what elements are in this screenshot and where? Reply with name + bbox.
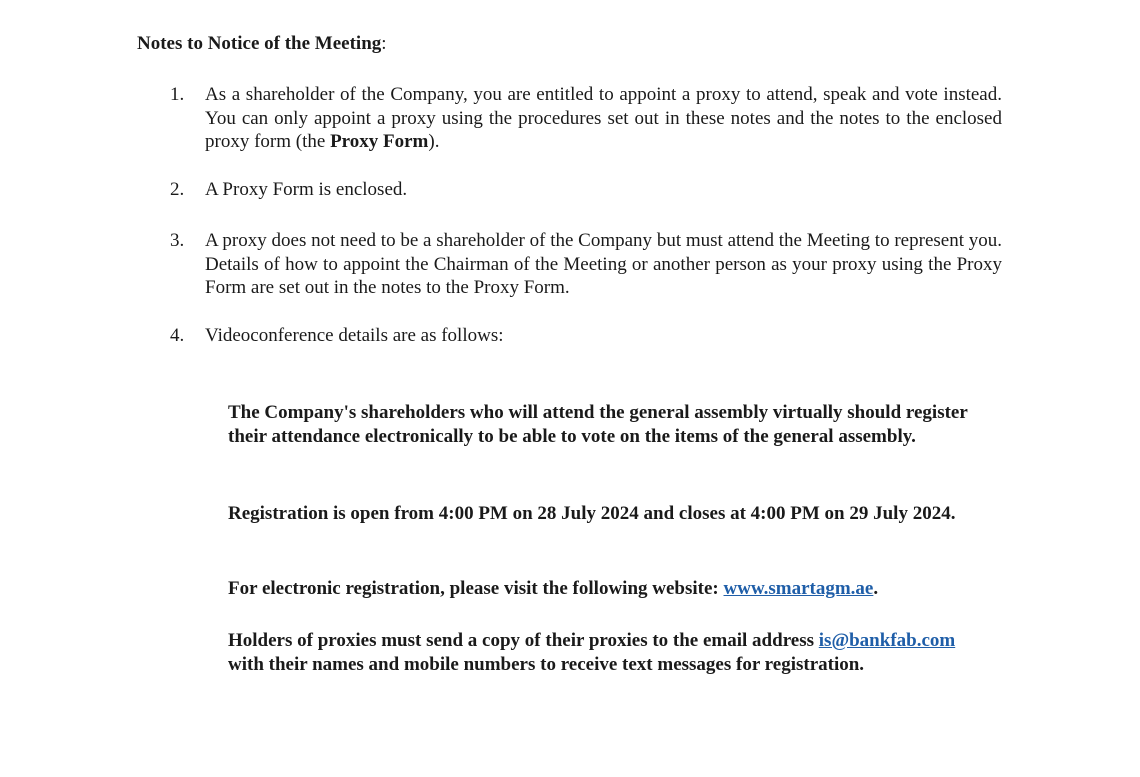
note-number: 4. bbox=[170, 325, 185, 346]
proxy-form-term: Proxy Form bbox=[330, 131, 429, 152]
note-2 bbox=[170, 178, 1010, 202]
registration-window-paragraph: Registration is open from 4:00 PM on 28 July 2024 and closes at 4:00 PM on 29 July 2024. bbox=[228, 503, 956, 524]
virtual-attendance-paragraph: The Company's shareholders who will attend the general assembly virtually should register their attendance electronically to be able to vote on the items of the general assembly. bbox=[228, 402, 968, 447]
email-link[interactable]: is@bankfab.com bbox=[818, 630, 956, 651]
registration-text-end: . bbox=[873, 578, 879, 599]
note-text: Videoconference details are as follows: bbox=[205, 325, 504, 346]
notes-heading-title: Notes to Notice of the Meeting bbox=[137, 33, 382, 54]
notes-heading bbox=[137, 32, 387, 56]
note-1-text-after: ). bbox=[428, 131, 440, 152]
note-1-text-before: As a shareholder of the Company, you are entitled to appoint a proxy to attend, speak and vote instead. You can only appoint a proxy using the procedures set out in these notes and the notes to the enclosed proxy form (the bbox=[205, 84, 1002, 152]
notes-heading-colon: : bbox=[381, 33, 387, 54]
proxy-holders-paragraph bbox=[228, 629, 988, 677]
note-1 bbox=[170, 83, 1010, 154]
note-number: 3. bbox=[170, 230, 185, 251]
note-text: A Proxy Form is enclosed. bbox=[205, 179, 408, 200]
proxy-holders-text: Holders of proxies must send a copy of their proxies to the email address bbox=[228, 630, 819, 651]
note-text: A proxy does not need to be a shareholder of the Company but must attend the Meeting to represent you. Details of how to appoint the Chairman of the Meeting or another person as your proxy using the Proxy Form are set out in the notes to the Proxy Form. bbox=[205, 230, 1002, 298]
note-number: 1. bbox=[170, 84, 185, 105]
electronic-registration-paragraph bbox=[228, 577, 988, 601]
note-4 bbox=[170, 324, 1010, 348]
note-text bbox=[205, 83, 1002, 154]
registration-text: For electronic registration, please visit the following website: bbox=[228, 578, 724, 599]
proxy-holders-text-end: with their names and mobile numbers to receive text messages for registration. bbox=[228, 654, 865, 675]
note-number: 2. bbox=[170, 179, 185, 200]
website-link[interactable]: www.smartagm.ae bbox=[723, 578, 874, 599]
note-3 bbox=[170, 229, 1010, 300]
